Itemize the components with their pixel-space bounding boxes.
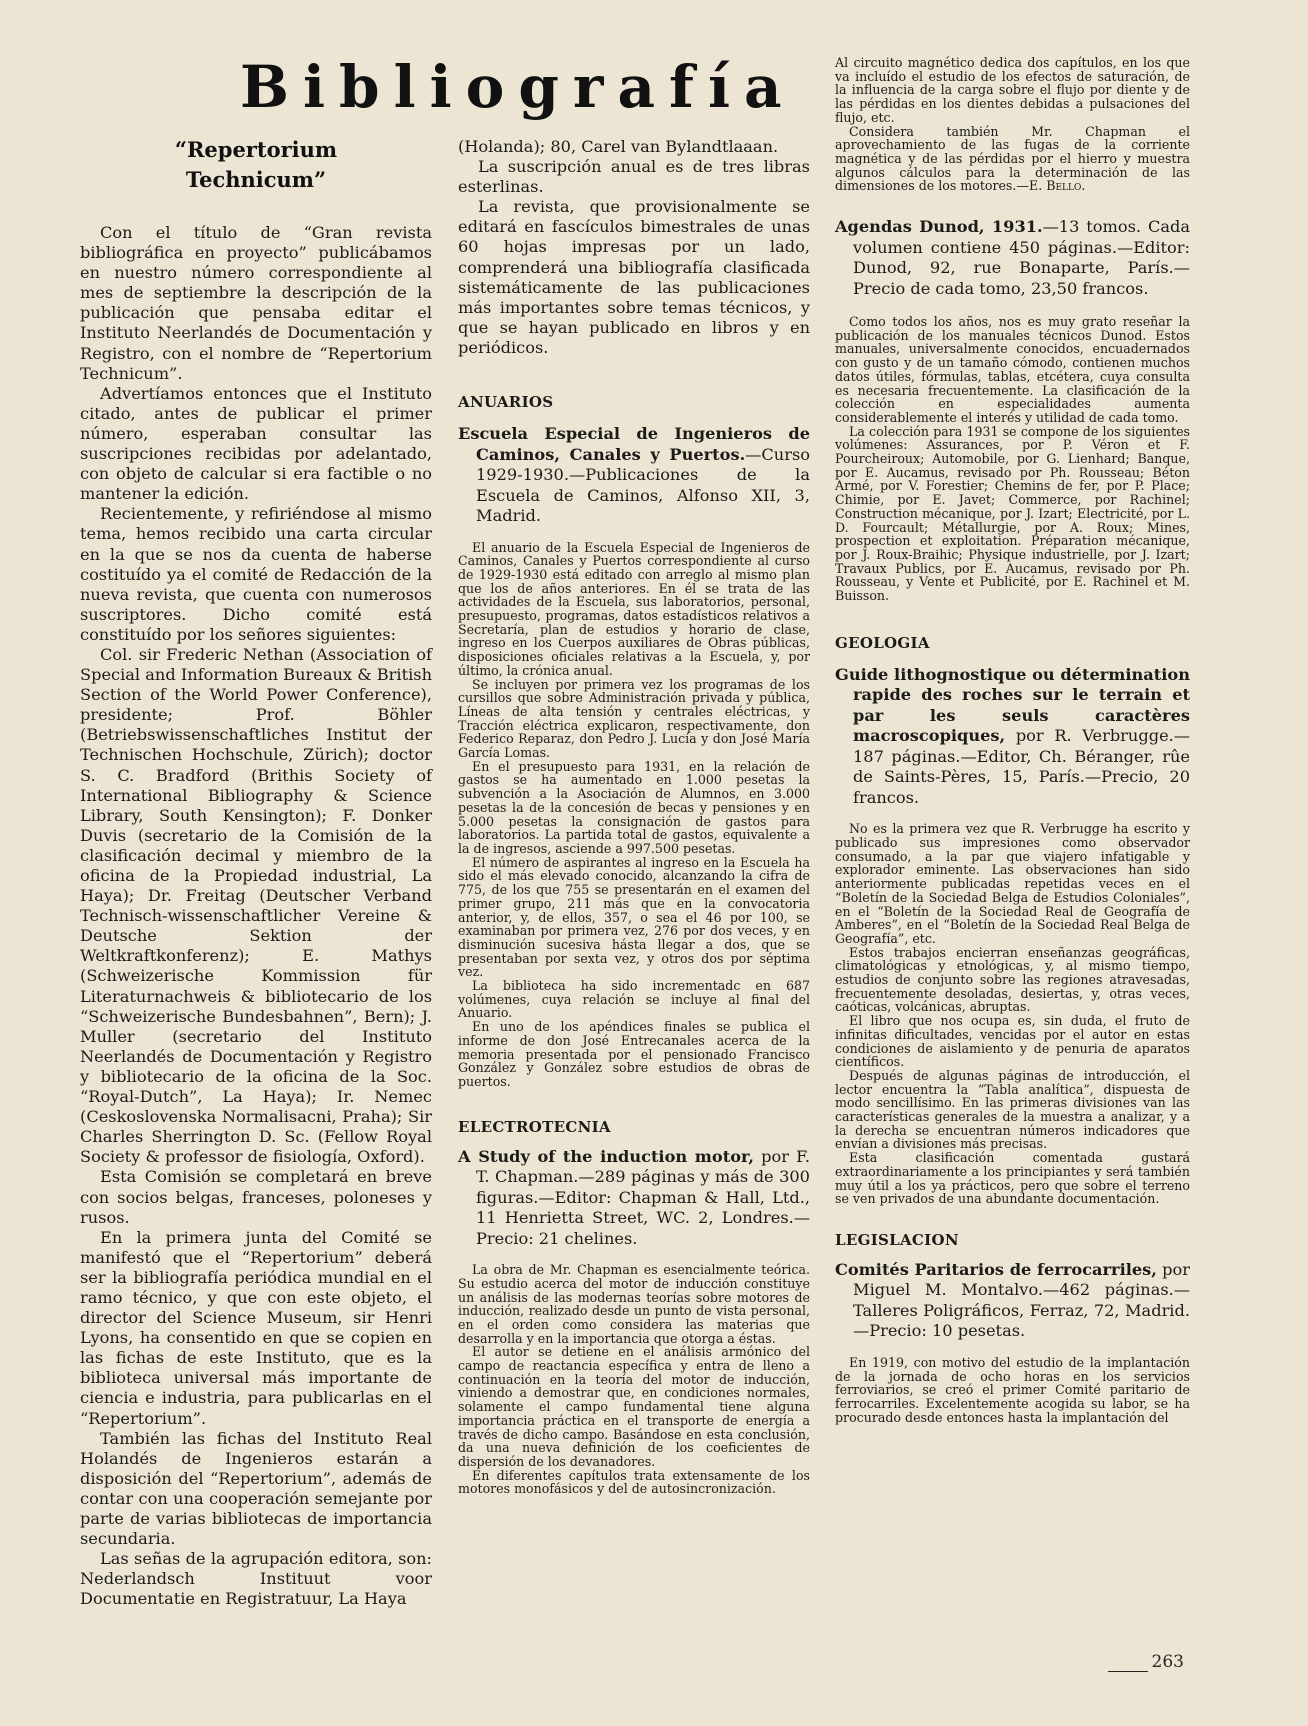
paragraph: El autor se detiene en el análisis armónico del campo de reactancia específica y entra de lleno a continuación en la teoría del motor de inducción, viniendo a demostrar que, en condiciones normales, solamente el campo fundamental tiene alguna importancia práctica en el transporte de energía a través de dicho campo. Basándose en esta conclusión, da una nueva definición de los coeficientes de dispersión de los devanadores. [458, 1344, 810, 1469]
anuarios-entry [458, 424, 810, 527]
paragraph-text: Considera también Mr. Chapman el aprovechamiento de las fugas de la corriente magnética y de las pérdidas por el hierro y muestra algunos cálculos para la determinación de las dimensiones de los motores. [835, 123, 1190, 194]
paragraph: Recientemente, y refiriéndose al mismo tema, hemos recibido una carta circular en la que se nos da cuenta de haberse costituído ya el comité de Redacción de la nueva revista, que cuenta con numerosos suscriptores. Dicho comité está constituído por los señores siguientes: [80, 504, 432, 644]
paragraph: (Holanda); 80, Carel van Bylandtlaaan. [458, 137, 779, 156]
electrotecnia-entry [458, 1147, 810, 1250]
entry-title: Agendas Dunod, 1931. [835, 217, 1043, 237]
repertorium-continuation [458, 137, 810, 358]
paragraph: La biblioteca ha sido incrementadc en 687 volúmenes, cuya relación se incluye al final del Anuario. [458, 978, 810, 1021]
agendas-review [835, 315, 1190, 603]
repertorium-heading [80, 135, 432, 195]
paragraph: La revista, que provisionalmente se editará en fascículos bimestrales de unas 60 hojas impresas por un lado, comprenderá una bibliografía clasificada sistemáticamente de las publicaciones más importantes sobre temas técnicos, y que se hayan publicado en libros y en periódicos. [458, 197, 810, 357]
page-title: Bibliografía [240, 53, 796, 121]
entry-details: —13 tomos. Cada volumen contiene 450 páginas.—Editor: Dunod, 92, rue Bonaparte, París.—Precio de cada tomo, 23,50 francos. [853, 217, 1190, 298]
column-2 [458, 0, 810, 1496]
geologia-review [835, 822, 1190, 1206]
paragraph: Como todos los años, nos es muy grato reseñar la publicación de los manuales técnicos Dunod. Estos manuales, universalmente conocidos, encuadernados con gusto y de un tamaño cómodo, contienen muchos datos útiles, fórmulas, tablas, etcétera, cuya consulta es necesaria frecuentemente. La clasificación de la colección en especialidades aumenta considerablemente el interés y utilidad de cada tomo. [835, 314, 1190, 425]
paragraph: También las fichas del Instituto Real Holandés de Ingenieros estarán a disposición del “Repertorium”, además de contar con una cooperación semejante por parte de varias bibliotecas de importancia secundaria. [80, 1428, 432, 1549]
paragraph: Esta Comisión se completará en breve con socios belgas, franceses, poloneses y rusos. [80, 1167, 432, 1227]
column-3 [835, 0, 1190, 1425]
paragraph: Al circuito magnético dedica dos capítulos, en los que va incluído el estudio de los efectos de saturación, de la influencia de la carga sobre el flujo por diente y de las pérdidas en los dientes debidas a pulsaciones del flujo, etc. [835, 55, 1190, 125]
entry-title: Comités Paritarios de ferrocarriles, [835, 1259, 1157, 1279]
entry-details: por R. Verbrugge.—187 páginas.—Editor, Ch. Béranger, rûe de Saints-Pères, 15, París.—Precio, 20 francos. [853, 726, 1190, 807]
paragraph: En diferentes capítulos trata extensamente de los motores monofásicos y del de autosincronización. [458, 1467, 810, 1497]
entry-title: Guide lithognostique ou détermination rapide des roches sur le terrain et par les seuls caractères macroscopiques, [835, 664, 1190, 746]
paragraph: Después de algunas páginas de introducción, el lector encuentra la “Tabla analítica”, dispuesta de modo sencillísimo. En las primeras divisiones van las características generales de la muestra a analizar, y a la derecha se encuentran números indicadores que envían a divisiones más precisas. [835, 1067, 1190, 1152]
paragraph: En el presupuesto para 1931, en la relación de gastos se ha aumentado en 1.000 pesetas la subvención a la Asociación de Alumnos, en 3.000 pesetas la de la concesión de becas y pensiones y en 5.000 pesetas la consignación de gastos para laboratorios. La partida total de gastos, equivalente a la de ingresos, asciende a 997.500 pesetas. [458, 758, 810, 856]
anuarios-review [458, 541, 810, 1089]
chapman-review-continuation [835, 56, 1190, 193]
paragraph: La obra de Mr. Chapman es esencialmente teórica. Su estudio acerca del motor de inducción constituye un análisis de las modernas teorías sobre motores de inducción, realizado desde un punto de vista personal, en el orden como considera las materias que desarrolla y en la importancia que otorga a éstas. [458, 1262, 810, 1346]
paragraph: El número de aspirantes al ingreso en la Escuela ha sido el más elevado conocido, alcanzando la cifra de 775, de los que 755 se presentarán en el examen del primer grupo, 211 más que en la convocatoria anterior, y, de ellos, 357, o sea el 46 por 100, se examinaban por primera vez, 276 por dos veces, y en disminución sucesiva hásta llegar a dos, que se presentaban por sexta vez, y otros dos por séptima vez. [458, 854, 810, 980]
paragraph: No es la primera vez que R. Verbrugge ha escrito y publicado sus impresiones como observador consumado, a la par que viajero infatigable y explorador eminente. Las observaciones han sido anteriormente publicadas repetidas veces en el “Boletín de la Sociedad Belga de Estudios Coloniales”, en el “Boletín de la Sociedad Real de Geografía de Amberes”, en el “Boletín de la Sociedad Real Belga de Geografía”, etc. [835, 821, 1190, 946]
review-signature: —E. Bello. [1016, 178, 1086, 194]
section-legislacion: LEGISLACION [835, 1230, 959, 1249]
paragraph: En 1919, con motivo del estudio de la implantación de la jornada de ocho horas en los servicios ferroviarios, se creó el primer Comité paritario de ferrocarriles. Excelentemente acogida su labor, se ha procurado desde entonces hasta la implantación del [835, 1354, 1190, 1425]
repertorium-article [80, 223, 432, 1609]
paragraph: En uno de los apéndices finales se publica el informe de don José Entrecanales acerca de la memoria presentada por el pensionado Francisco González y González sobre estudios de obras de puertos. [458, 1019, 810, 1089]
paragraph: Estos trabajos encierran enseñanzas geográficas, climatológicas y etnológicas, y, al mismo tiempo, estudios de conjunto sobre las regiones atravesadas, frecuentemente desoladas, desiertas, y, otras veces, caóticas, volcánicas, abruptas. [835, 944, 1190, 1015]
paragraph: En la primera junta del Comité se manifestó que el “Repertorium” deberá ser la bibliografía periódica mundial en el ramo técnico, y que con este objeto, el director del Science Museum, sir Henri Lyons, ha consentido en que se copien en las fichas de este Instituto, que es la biblioteca universal más importante de ciencia e industria, para publicarlas en el “Repertorium”. [80, 1227, 432, 1428]
repertorium-heading-line-2: Technicum” [185, 167, 327, 192]
geologia-entry [835, 665, 1190, 809]
legislacion-review [835, 1356, 1190, 1425]
agendas-entry [835, 217, 1190, 299]
paragraph: El anuario de la Escuela Especial de Ingenieros de Caminos, Canales y Puertos correspondiente al curso de 1929-1930 está editado con arreglo al mismo plan que los de años anteriores. En él se trata de las actividades de la Escuela, sus laboratorios, personal, presupuesto, programas, datos estadísticos relativos a Secretaría, plan de estudios y horario de clase, ingreso en los Cuerpos auxiliares de Obras públicas, disposiciones oficiales relativas a la Escuela, y, por último, la crónica anual. [458, 539, 810, 678]
page-number: 263 [1151, 1652, 1184, 1672]
paragraph: Col. sir Frederic Nethan (Association of Special and Information Bureaux & British Section of the World Power Conference), presidente; Prof. Böhler (Betriebswissenschaftliches Institut der Technischen Hochschule, Zürich); doctor S. C. Bradford (Brithis Society of International Bibliography & Science Library, South Kensington); F. Donker Duvis (secretario de la Comisión de la clasificación decimal y miembro de la oficina de la Propiedad industrial, La Haya); Dr. Freitag (Deutscher Verband Technisch-wissenschaftlicher Vereine & Deutsche Sektion der Weltkraftkonferenz); E. Mathys (Schweizerische Kommission für Literaturnachweis & bibliotecario de los “Schweizerische Bundesbahnen”, Bern); J. Muller (secretario del Instituto Neerlandés de Documentación y Registro y bibliotecario de la oficina de la Soc. “Royal-Dutch”, La Haya); Ir. Nemec (Ceskoslovenska Normalisacni, Praha); Sir Charles Sherrington D. Sc. (Fellow Royal Society & professor de fisiología, Oxford). [80, 644, 432, 1167]
entry-details: —Curso 1929-1930.—Publicaciones de la Escuela de Caminos, Alfonso XII, 3, Madrid. [476, 444, 810, 526]
paragraph: La suscripción anual es de tres libras esterlinas. [458, 157, 810, 197]
entry-title: Escuela Especial de Ingenieros de Caminos, Canales y Puertos. [458, 424, 810, 464]
entry-details: por F. T. Chapman.—289 páginas y más de 300 figuras.—Editor: Chapman & Hall, Ltd., 11 Henrietta Street, WC. 2, Londres.—Precio: 21 chelines. [476, 1146, 810, 1248]
paragraph: Esta clasificación comentada gustará extraordinariamente a los principiantes y será también muy útil a los ya prácticos, pero que sobre el terreno se ven privados de una abundante documentación. [835, 1150, 1190, 1207]
section-electrotecnia: ELECTROTECNIA [458, 1117, 611, 1136]
legislacion-entry [835, 1260, 1190, 1342]
section-geologia: GEOLOGIA [835, 633, 930, 652]
section-anuarios: ANUARIOS [458, 393, 554, 412]
electrotecnia-review [458, 1263, 810, 1496]
paragraph: Se incluyen por primera vez los programas de los cursillos que sobre Administración privada y pública, Líneas de alta tensión y centrales eléctricas, y Tracción eléctrica explicaron, respectivamente, don Federico Reparaz, don Pedro J. Lucía y don José María García Lomas. [458, 676, 810, 761]
paragraph: Advertíamos entonces que el Instituto citado, antes de publicar el primer número, esperaban consultar las suscripciones recibidas por adelantado, con objeto de calcular si era factible o no mantener la edición. [80, 383, 432, 504]
paragraph [835, 125, 1190, 194]
repertorium-heading-line-1: “Repertorium [174, 137, 338, 162]
paragraph: Las señas de la agrupación editora, son: Nederlandsch Instituut voor Documentatie en Registratuur, La Haya [80, 1549, 432, 1609]
paragraph: La colección para 1931 se compone de los siguientes volúmenes: Assurances, por P. Véron et F. Pourcheiroux; Automobile, por G. Lienhard; Banque, por E. Aucamus, revisado por Ph. Rousseau; Béton Armé, por V. Forestier; Chemins de fer, por P. Place; Chimie, por E. Javet; Commerce, por Rachinel; Construction mécanique, por J. Izart; Electricité, por L. D. Fourcault; Métallurgie, por A. Roux; Mines, prospection et exploitation. Préparation mécanique, por J. Roux-Braihic; Physique industrielle, por J. Izart; Travaux Publics, por E. Aucamus, revisado por Ph. Rousseau, y Vente et Publicité, por E. Rachinel et M. Buisson. [835, 423, 1190, 604]
paragraph: El libro que nos ocupa es, sin duda, el fruto de infinitas dificultades, vencidas por el autor en estas condiciones de aislamiento y de penuria de aparatos científicos. [835, 1013, 1190, 1070]
paragraph: Con el título de “Gran revista bibliográfica en proyecto” publicábamos en nuestro número correspondiente al mes de septiembre la descripción de la publicación que pensaba editar el Instituto Neerlandés de Documentación y Registro, con el nombre de “Repertorium Technicum”. [80, 223, 432, 383]
entry-title: A Study of the induction motor, [458, 1146, 754, 1166]
entry-details: por Miguel M. Montalvo.—462 páginas.—Talleres Poligráficos, Ferraz, 72, Madrid.—Precio: 10 pesetas. [853, 1259, 1190, 1341]
column-1 [80, 0, 432, 1609]
